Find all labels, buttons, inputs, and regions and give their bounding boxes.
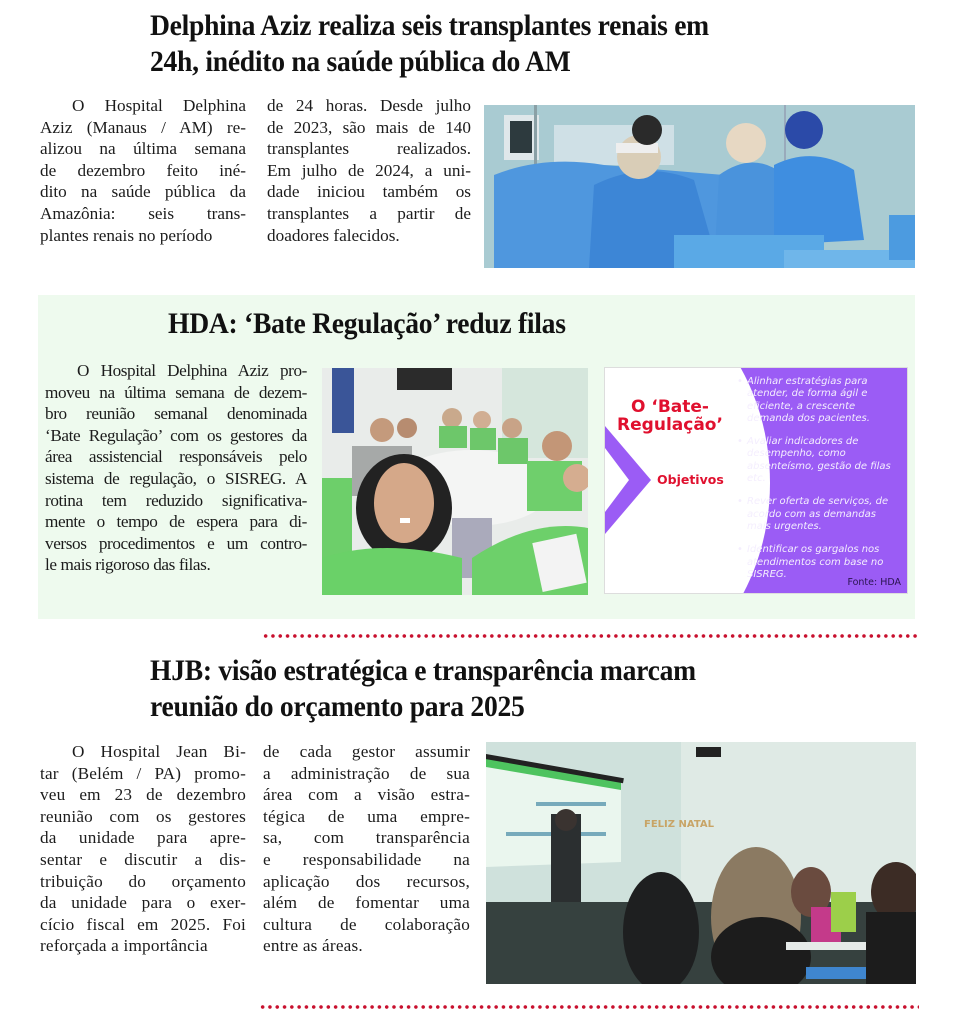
text-line: mente o tempo de espera para di-	[45, 512, 307, 532]
infographic-title-line: O ‘Bate-	[631, 397, 709, 417]
text-line: le mais rigoroso das filas.	[45, 555, 211, 575]
text-line: O Hospital Delphina	[72, 96, 246, 115]
infographic-objectives-list	[737, 376, 902, 592]
objective-item: • Avaliar indicadores de desempenho, como absenteísmo, gestão de filas etc.	[737, 436, 902, 485]
article-transplantes-col1	[40, 95, 246, 246]
text-line: da unidade para apre-	[40, 828, 246, 848]
headline-line: reunião do orçamento para 2025	[150, 690, 525, 723]
photo-team-selfie	[322, 368, 588, 595]
headline-hjb	[150, 653, 696, 725]
text-line: O Hospital Jean Bi-	[72, 742, 246, 761]
text-line: de 2023, são mais de 140	[267, 117, 471, 137]
headline-bate-regulacao	[168, 306, 566, 342]
text-line: entre as áreas.	[263, 936, 363, 956]
article-hjb-col1	[40, 741, 246, 957]
text-line: área com a visão estra-	[263, 785, 470, 805]
text-line: moveu na última semana de dezem-	[45, 382, 307, 402]
text-line: da unidade para o exer-	[40, 893, 246, 913]
text-line: ‘Bate Regulação’ com os gestores da	[45, 425, 307, 445]
text-line: reforçada a importância	[40, 936, 208, 956]
text-line: sentar e discutir a dis-	[40, 849, 246, 869]
headline-line: HDA: ‘Bate Regulação’ reduz filas	[168, 307, 566, 340]
text-line: cício fiscal em 2025. Foi	[40, 914, 246, 934]
text-line: área assistencial responsáveis pelo	[45, 447, 307, 467]
text-line: bro reunião semanal denominada	[45, 404, 307, 424]
text-line: tar (Belém / PA) promo-	[40, 763, 246, 783]
infographic-title-line: Regulação’	[617, 415, 723, 435]
infographic-title	[615, 398, 725, 434]
text-line: a administração de sua	[263, 763, 470, 783]
headline-transplantes	[150, 8, 709, 80]
text-line: tribuição do orçamento	[40, 871, 246, 891]
text-line: doadores falecidos.	[267, 225, 400, 245]
infographic-source: Fonte: HDA	[847, 577, 901, 588]
text-line: aplicação dos recursos,	[263, 871, 470, 891]
budget-meeting-image	[486, 742, 916, 984]
text-line: de cada gestor assumir	[263, 742, 470, 761]
text-line: Amazônia: seis trans-	[40, 203, 246, 223]
headline-line: HJB: visão estratégica e transparência marcam	[150, 654, 696, 687]
divider-dotted-bottom	[259, 1005, 919, 1009]
text-line: sistema de regulação, o SISREG. A	[45, 468, 307, 488]
text-line: O Hospital Delphina Aziz pro-	[77, 361, 307, 380]
text-line: veu em 23 de dezembro	[40, 785, 246, 805]
infographic-bate-regulacao	[604, 367, 908, 594]
article-bate-regulacao-col1	[45, 360, 307, 576]
text-line: cultura de colaboração	[263, 914, 470, 934]
infographic-subtitle: Objetivos	[657, 472, 724, 487]
photo-budget-meeting	[486, 742, 916, 984]
text-line: de dezembro feito iné-	[40, 160, 246, 180]
text-line: alizou na última semana	[40, 139, 246, 159]
text-line: de 24 horas. Desde julho	[267, 96, 471, 115]
feliz-natal-sign: FELIZ NATAL	[644, 819, 714, 830]
text-line: transplantes realizados.	[267, 139, 471, 159]
objective-item: • Alinhar estratégias para atender, de forma ágil e eficiente, a crescente demanda dos pacientes.	[737, 376, 902, 425]
team-selfie-image	[322, 368, 588, 595]
text-line: versos procedimentos e um contro-	[45, 533, 307, 553]
text-line: sa, com transparência	[263, 828, 470, 848]
text-line: além de fomentar uma	[263, 893, 470, 913]
text-line: transplantes a partir de	[267, 203, 471, 223]
article-hjb-col2	[263, 741, 470, 957]
surgery-image	[484, 105, 915, 268]
text-line: tégica de uma empre-	[263, 806, 470, 826]
text-line: rotina tem reduzido significativa-	[45, 490, 307, 510]
objective-item: • Identificar os gargalos nos atendimentos com base no SISREG.	[737, 544, 902, 581]
photo-surgery	[484, 105, 915, 268]
article-transplantes-col2	[267, 95, 471, 246]
objective-item: • Rever oferta de serviços, de acordo com as demandas mais urgentes.	[737, 496, 902, 533]
headline-line: Delphina Aziz realiza seis transplantes renais em	[150, 9, 709, 42]
text-line: dade iniciou também os	[267, 182, 471, 202]
text-line: Em julho de 2024, a uni-	[267, 160, 471, 180]
text-line: reunião com os gestores	[40, 806, 246, 826]
text-line: dito na saúde pública da	[40, 182, 246, 202]
text-line: e responsabilidade na	[263, 849, 470, 869]
text-line: plantes renais no período	[40, 225, 213, 245]
text-line: Aziz (Manaus / AM) re-	[40, 117, 246, 137]
headline-line: 24h, inédito na saúde pública do AM	[150, 45, 571, 78]
divider-dotted	[262, 634, 918, 638]
chevron-inner	[605, 448, 629, 512]
